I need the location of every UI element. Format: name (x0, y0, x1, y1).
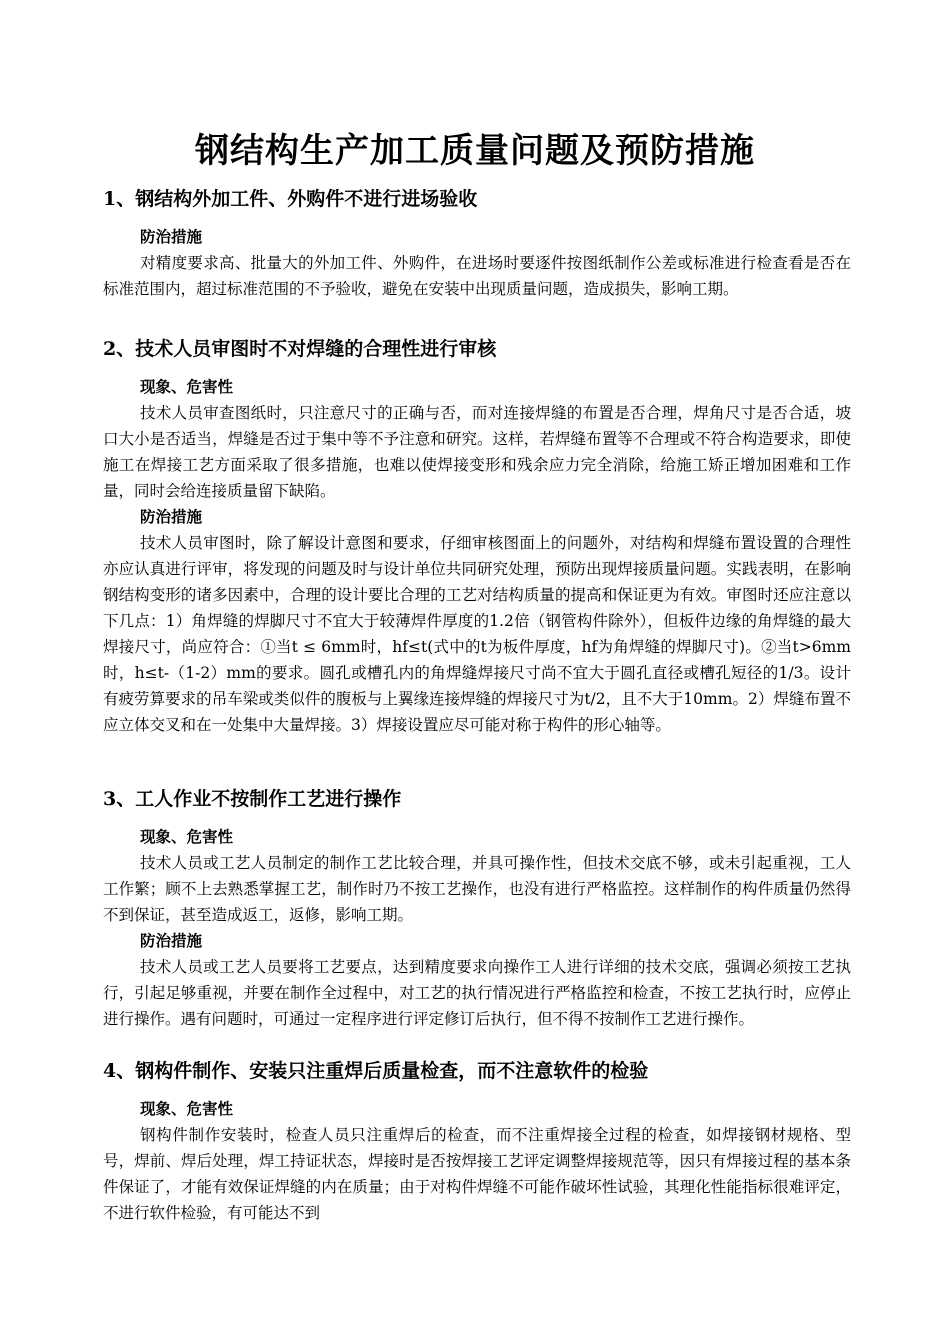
section-2 (103, 334, 851, 738)
document-title: 钢结构生产加工质量问题及预防措施 (195, 131, 755, 171)
phenomenon-paragraph: 技术人员审查图纸时，只注意尺寸的正确与否，而对连接焊缝的布置是否合理，焊角尺寸是否合适，坡口大小是否适当，焊缝是否过于集中等不予注意和研究。这样，若焊缝布置等不合理或不符合构造要求，即使施工在焊接工艺方面采取了很多措施，也难以使焊接变形和残余应力完全消除，给施工矫正增加困难和工作量，同时会给连接质量留下缺陷。 (103, 404, 851, 500)
prevention-paragraph: 技术人员审图时，除了解设计意图和要求，仔细审核图面上的问题外，对结构和焊缝布置设置的合理性亦应认真进行评审，将发现的问题及时与设计单位共同研究处理，预防出现焊接质量问题。实践表明，在影响钢结构变形的诸多因素中，合理的设计要比合理的工艺对结构质量的提高和保证更为有效。审图时还应注意以下几点：1）角焊缝的焊脚尺寸不宜大于较薄焊件厚度的1.2倍（钢管构件除外），但板件边缘的角焊缝的最大焊接尺寸，尚应符合：①当t ≤ 6mm时，hf≤t(式中的t为板件厚度，hf为角焊缝的焊脚尺寸)。②当t>6mm时，h≤t-（1-2）mm的要求。圆孔或槽孔内的角焊缝焊接尺寸尚不宜大于圆孔直径或槽孔短径的1/3。设计有疲劳算要求的吊车梁或类似件的腹板与上翼缘连接焊缝的焊接尺寸为t/2，且不大于10mm。2）焊缝布置不应立体交叉和在一处集中大量焊接。3）焊接设置应尽可能对称于构件的形心轴等。 (103, 534, 851, 734)
phenomenon-label: 现象、危害性 (140, 1099, 234, 1118)
phenomenon-paragraph: 技术人员或工艺人员制定的制作工艺比较合理，并具可操作性，但技术交底不够，或未引起重视，工人工作繁；顾不上去熟悉掌握工艺，制作时乃不按工艺操作，也没有进行严格监控。这样制作的构件质量仍然得不到保证，甚至造成返工，返修，影响工期。 (103, 854, 851, 924)
section-heading: 1、钢结构外加工件、外购件不进行进场验收 (103, 188, 478, 210)
section-3 (103, 784, 851, 1032)
prevention-paragraph: 对精度要求高、批量大的外加工件、外购件，在进场时要逐件按图纸制作公差或标准进行检查看是否在标准范围内，超过标准范围的不予验收，避免在安装中出现质量问题，造成损失，影响工期。 (103, 254, 851, 298)
prevention-paragraph: 技术人员或工艺人员要将工艺要点，达到精度要求向操作工人进行详细的技术交底，强调必须按工艺执行，引起足够重视，并要在制作全过程中，对工艺的执行情况进行严格监控和检查，不按工艺执行时，应停止进行操作。遇有问题时，可通过一定程序进行评定修订后执行，但不得不按制作工艺进行操作。 (103, 958, 851, 1028)
prevention-label: 防治措施 (140, 507, 203, 526)
phenomenon-label: 现象、危害性 (140, 827, 234, 846)
section-4 (103, 1056, 851, 1226)
prevention-label: 防治措施 (140, 931, 203, 950)
section-heading: 4、钢构件制作、安装只注重焊后质量检查，而不注意软件的检验 (103, 1060, 649, 1082)
section-heading: 3、工人作业不按制作工艺进行操作 (103, 788, 402, 810)
prevention-label: 防治措施 (140, 227, 203, 246)
section-heading: 2、技术人员审图时不对焊缝的合理性进行审核 (103, 338, 497, 360)
phenomenon-label: 现象、危害性 (140, 377, 234, 396)
section-1 (103, 184, 851, 302)
phenomenon-paragraph: 钢构件制作安装时，检查人员只注重焊后的检查，而不注重焊接全过程的检查，如焊接钢材规格、型号，焊前、焊后处理，焊工持证状态，焊接时是否按焊接工艺评定调整焊接规范等，因只有焊接过程的基本条件保证了，才能有效保证焊缝的内在质量；由于对构件焊缝不可能作破坏性试验，其理化性能指标很难评定，不进行软件检验，有可能达不到 (103, 1126, 851, 1222)
